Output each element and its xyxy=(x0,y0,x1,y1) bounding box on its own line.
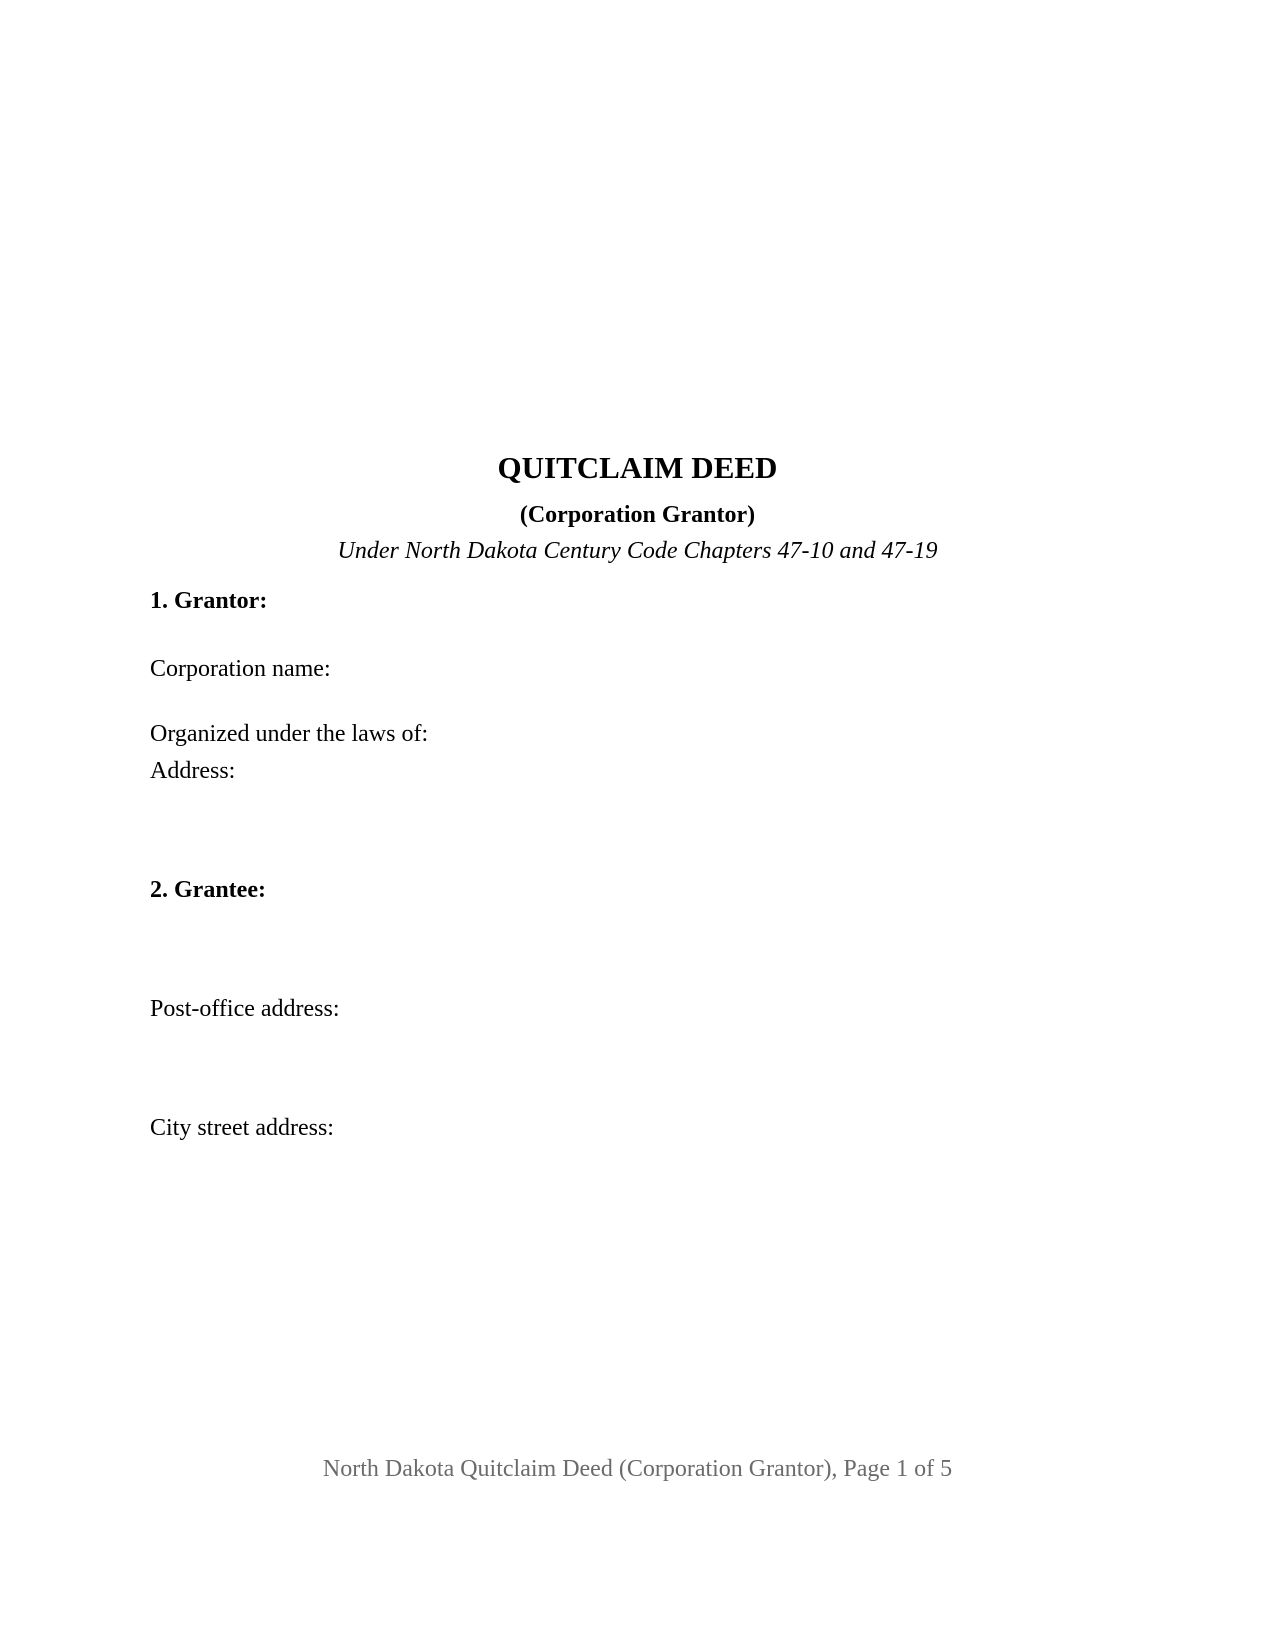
statute-reference: Under North Dakota Century Code Chapters 47-10 and 47-19 xyxy=(337,538,938,564)
document-subtitle: (Corporation Grantor) xyxy=(519,502,756,528)
grantor-address-label: Address: xyxy=(150,758,236,784)
grantor-heading: 1. Grantor: xyxy=(150,588,268,614)
grantee-heading: 2. Grantee: xyxy=(150,877,266,903)
page-footer: North Dakota Quitclaim Deed (Corporation Grantor), Page 1 of 5 xyxy=(322,1456,953,1482)
post-office-address-label: Post-office address: xyxy=(150,996,340,1022)
organized-under-label: Organized under the laws of: xyxy=(150,721,429,747)
city-street-address-label: City street address: xyxy=(150,1115,334,1141)
corporation-name-label: Corporation name: xyxy=(150,656,331,682)
document-title: QUITCLAIM DEED xyxy=(497,450,778,485)
